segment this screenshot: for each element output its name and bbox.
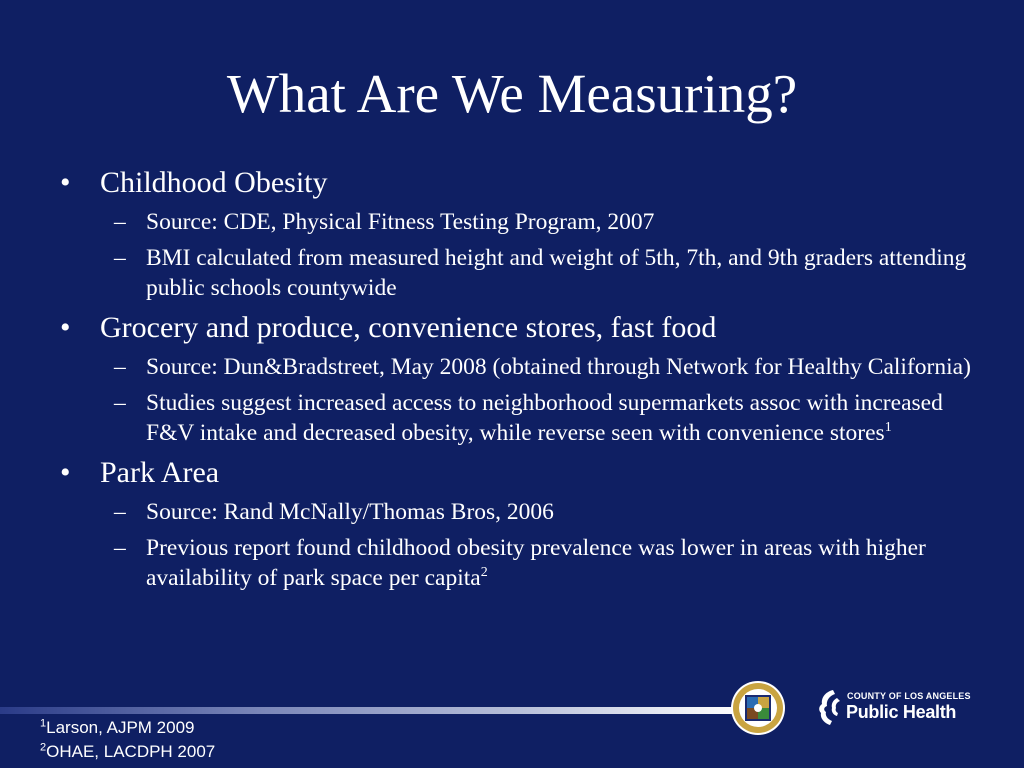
- dash-icon: –: [114, 499, 126, 525]
- bullet-icon: •: [60, 166, 71, 199]
- sub-bullet-text: Source: CDE, Physical Fitness Testing Program, 2007: [146, 209, 655, 235]
- footnote-number: 2: [40, 741, 47, 754]
- footnote-text: Larson, AJPM 2009: [46, 718, 195, 737]
- bullet-heading: Childhood Obesity: [100, 166, 328, 199]
- slide-title: What Are We Measuring?: [226, 63, 798, 124]
- bullet-icon: •: [60, 311, 71, 344]
- sub-bullet-text: Previous report found childhood obesity prevalence was lower in areas with higher availability of park space per capita: [146, 535, 926, 591]
- bullet-childhood-obesity: [56, 164, 976, 201]
- dash-icon: –: [114, 209, 126, 235]
- sub-bullet-text: BMI calculated from measured height and weight of 5th, 7th, and 9th graders attending public schools countywide: [146, 245, 967, 301]
- bullet-heading: Grocery and produce, convenience stores, fast food: [100, 311, 717, 344]
- sub-bullet: [56, 352, 976, 382]
- public-health-logo-icon: [815, 688, 845, 728]
- citation-marker: 1: [884, 420, 892, 436]
- sub-bullet: [56, 243, 976, 303]
- sub-bullet-text: Source: Dun&Bradstreet, May 2008 (obtained through Network for Healthy California): [146, 354, 971, 380]
- public-health-logo: [815, 688, 971, 728]
- sub-bullet: [56, 533, 976, 593]
- footnote-text: OHAE, LACDPH 2007: [46, 742, 216, 761]
- sub-bullet: [56, 207, 976, 237]
- sub-bullet-text: Studies suggest increased access to neighborhood supermarkets assoc with increased F&V intake and decreased obesity, while reverse seen with convenience stores: [146, 390, 943, 446]
- sub-bullet: [56, 388, 976, 448]
- bullet-heading: Park Area: [100, 456, 220, 489]
- bullet-park-area: [56, 454, 976, 491]
- bullet-food-stores: [56, 309, 976, 346]
- dash-icon: –: [114, 390, 126, 416]
- footnote: [40, 740, 215, 764]
- county-seal-icon: [730, 680, 786, 736]
- footnotes: [40, 716, 215, 764]
- sub-bullet-text: Source: Rand McNally/Thomas Bros, 2006: [146, 499, 554, 525]
- slide-content: [56, 158, 976, 593]
- footnote-number: 1: [40, 717, 47, 730]
- footnote: [40, 716, 215, 740]
- bullet-icon: •: [60, 456, 71, 489]
- dash-icon: –: [114, 245, 126, 271]
- logo-name: Public Health: [846, 702, 957, 722]
- dash-icon: –: [114, 354, 126, 380]
- dash-icon: –: [114, 535, 126, 561]
- citation-marker: 2: [480, 565, 488, 581]
- logo-county-text: COUNTY OF LOS ANGELES: [847, 691, 971, 701]
- sub-bullet: [56, 497, 976, 527]
- footer-divider: [0, 707, 740, 714]
